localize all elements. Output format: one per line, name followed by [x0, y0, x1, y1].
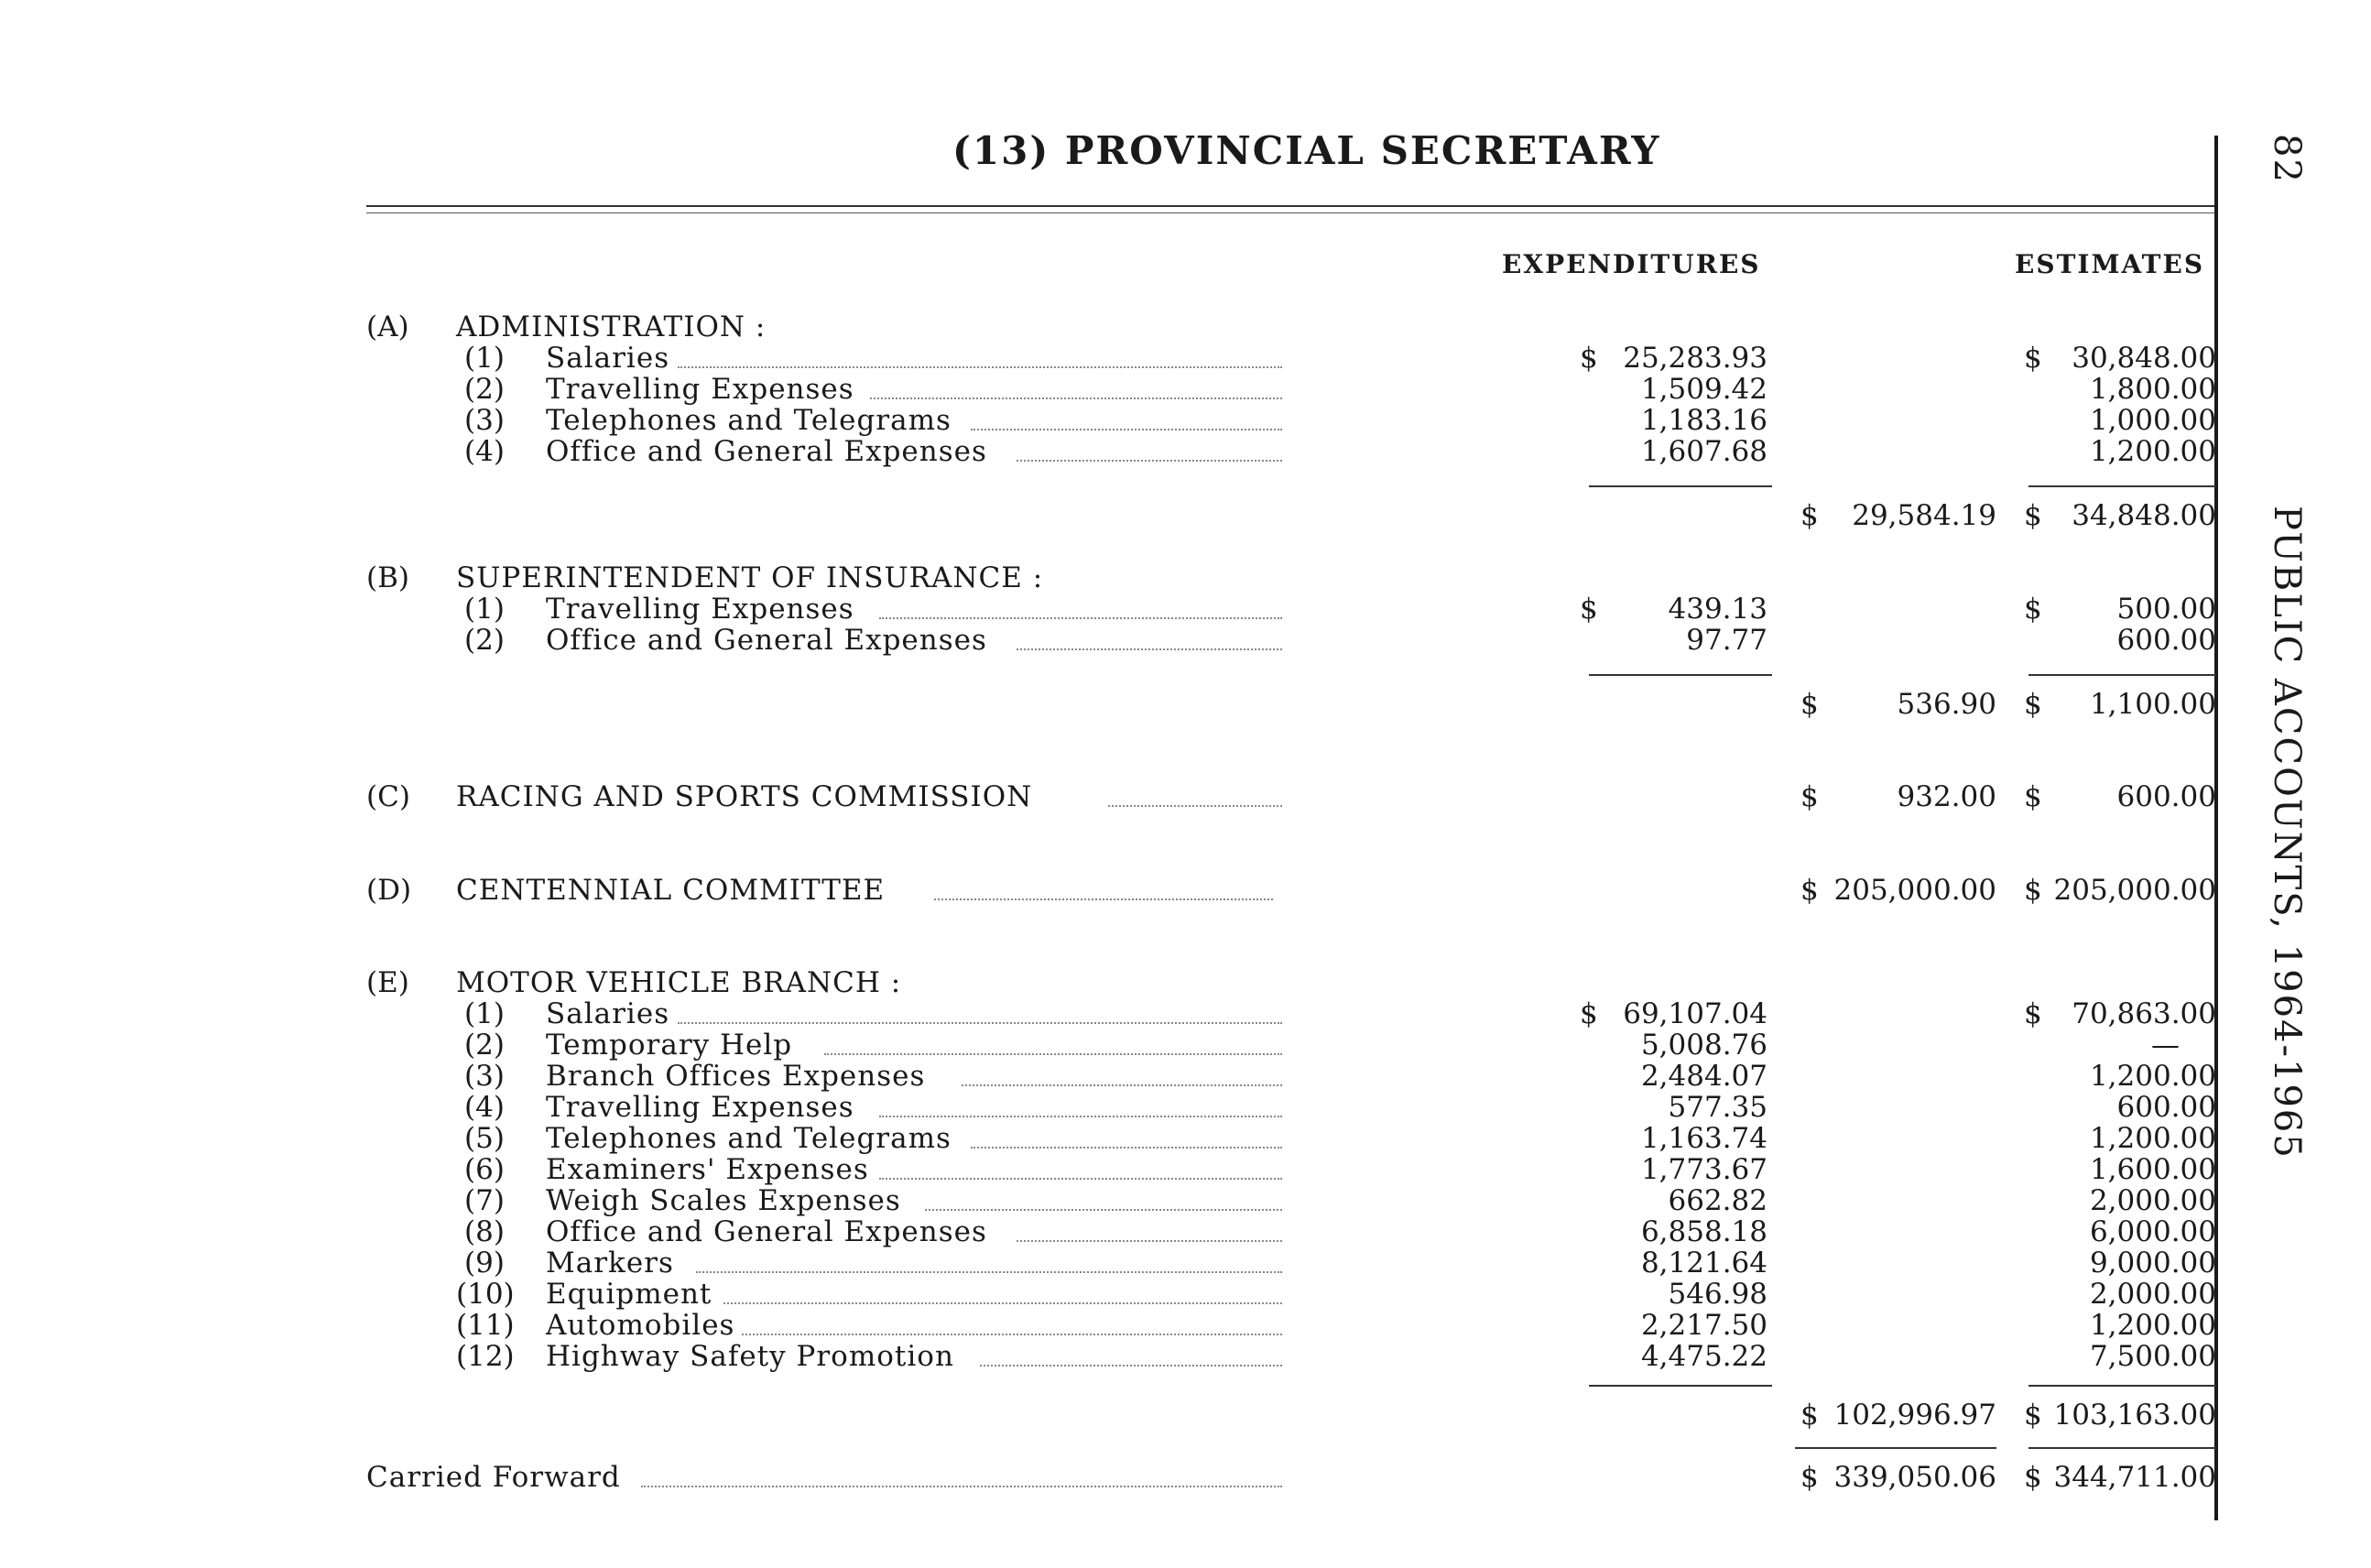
table-row — [0, 1123, 2216, 1154]
section-a-heading — [0, 311, 2216, 343]
dot-leader — [971, 429, 1282, 430]
dollar-sign: $ — [2024, 1399, 2042, 1432]
expenditure-value: 2,217.50 — [1640, 1309, 1767, 1342]
header-rule-bottom — [366, 212, 2218, 213]
expenditure-value: 69,107.04 — [1623, 997, 1767, 1030]
item-label: Telephones and Telegrams — [546, 404, 952, 437]
dollar-sign: $ — [1800, 499, 1819, 532]
estimate-value: 1,200.00 — [2089, 1060, 2216, 1093]
estimate-value: 6,000.00 — [2089, 1215, 2216, 1248]
estimate-value: 7,500.00 — [2089, 1340, 2216, 1373]
section-d-heading — [0, 875, 2216, 906]
expenditure-value: 5,008.76 — [1640, 1029, 1767, 1062]
section-title: RACING AND SPORTS COMMISSION — [456, 780, 1033, 813]
dollar-sign: $ — [2024, 593, 2042, 626]
total-estimate: 205,000.00 — [2053, 874, 2216, 907]
table-row — [0, 1216, 2216, 1247]
item-label: Travelling Expenses — [546, 1091, 854, 1124]
dollar-sign: $ — [1800, 874, 1819, 907]
section-c-heading — [0, 781, 2216, 812]
item-number: (12) — [456, 1340, 515, 1373]
dot-leader — [1017, 460, 1282, 462]
table-row — [0, 998, 2216, 1029]
total-estimate: 103,163.00 — [2053, 1399, 2216, 1432]
total-estimate: 34,848.00 — [2072, 499, 2216, 532]
dollar-sign: $ — [1580, 342, 1598, 375]
item-label: Salaries — [546, 997, 670, 1030]
total-estimate: 600.00 — [2116, 780, 2216, 813]
expenditure-value: 6,858.18 — [1640, 1215, 1767, 1248]
subtotal-rule — [2028, 674, 2216, 676]
dot-leader — [678, 366, 1282, 368]
item-number: (1) — [464, 342, 505, 375]
total-expenditure: 29,584.19 — [1852, 499, 1996, 532]
table-row — [0, 1341, 2216, 1372]
item-number: (7) — [464, 1184, 505, 1217]
estimate-value: 2,000.00 — [2089, 1184, 2216, 1217]
dollar-sign: $ — [1800, 1399, 1819, 1432]
item-number: (3) — [464, 404, 505, 437]
item-number: (2) — [464, 1029, 505, 1062]
item-label: Telephones and Telegrams — [546, 1122, 952, 1155]
table-row — [0, 1061, 2216, 1092]
item-number: (1) — [464, 997, 505, 1030]
estimate-value: 9,000.00 — [2089, 1247, 2216, 1279]
expenditure-value: 97.77 — [1686, 624, 1767, 657]
carried-forward-label: Carried Forward — [366, 1461, 621, 1494]
total-expenditure: 536.90 — [1897, 688, 1996, 721]
expenditure-value: 662.82 — [1668, 1184, 1767, 1217]
dollar-sign: $ — [2024, 874, 2042, 907]
subtotal-rule — [1589, 1385, 1772, 1387]
dot-leader — [1017, 1240, 1282, 1242]
carried-forward-expenditure: 339,050.06 — [1833, 1461, 1996, 1494]
estimate-value: 1,200.00 — [2089, 1122, 2216, 1155]
section-letter: (B) — [366, 561, 409, 594]
estimate-value: 1,600.00 — [2089, 1153, 2216, 1186]
dollar-sign: $ — [1800, 1461, 1819, 1494]
section-letter: (A) — [366, 310, 409, 343]
section-e-total — [0, 1399, 2216, 1431]
table-row — [0, 1279, 2216, 1310]
item-label: Temporary Help — [546, 1029, 793, 1062]
dot-leader — [678, 1022, 1282, 1024]
section-title: CENTENNIAL COMMITTEE — [456, 874, 886, 907]
item-number: (1) — [464, 593, 505, 626]
item-label: Office and General Expenses — [546, 624, 987, 657]
running-head: PUBLIC ACCOUNTS, 1964-1965 — [2266, 506, 2308, 1160]
item-number: (5) — [464, 1122, 505, 1155]
section-letter: (D) — [366, 874, 412, 907]
table-row — [0, 1092, 2216, 1123]
dot-leader — [980, 1365, 1282, 1367]
dollar-sign: $ — [1580, 593, 1598, 626]
estimate-value: 1,200.00 — [2089, 1309, 2216, 1342]
dot-leader — [1108, 805, 1282, 807]
expenditure-value: 1,183.16 — [1640, 404, 1767, 437]
header-rule-top — [366, 205, 2218, 207]
dot-leader — [1017, 648, 1282, 650]
estimate-value: 70,863.00 — [2072, 997, 2216, 1030]
page-title: (13) PROVINCIAL SECRETARY — [952, 128, 1661, 173]
expenditure-value: 2,484.07 — [1640, 1060, 1767, 1093]
item-number: (4) — [464, 435, 505, 468]
item-number: (8) — [464, 1215, 505, 1248]
dollar-sign: $ — [2024, 780, 2042, 813]
dot-leader — [925, 1209, 1282, 1211]
dollar-sign: $ — [1800, 780, 1819, 813]
item-label: Branch Offices Expenses — [546, 1060, 926, 1093]
item-label: Markers — [546, 1247, 674, 1279]
estimate-value: 1,800.00 — [2089, 373, 2216, 406]
total-expenditure: 205,000.00 — [1833, 874, 1996, 907]
item-number: (2) — [464, 373, 505, 406]
expenditure-value: 25,283.93 — [1623, 342, 1767, 375]
expenditure-value: 546.98 — [1668, 1278, 1767, 1311]
subtotal-rule — [1589, 674, 1772, 676]
section-e-heading — [0, 967, 2216, 998]
section-title: ADMINISTRATION : — [456, 310, 767, 343]
expenditure-value: 1,163.74 — [1640, 1122, 1767, 1155]
table-row — [0, 343, 2216, 374]
item-number: (2) — [464, 624, 505, 657]
section-letter: (C) — [366, 780, 410, 813]
expenditure-value: 1,607.68 — [1640, 435, 1767, 468]
expenditure-value: 577.35 — [1668, 1091, 1767, 1124]
item-label: Travelling Expenses — [546, 373, 854, 406]
section-letter: (E) — [366, 966, 409, 999]
dot-leader — [879, 1178, 1282, 1180]
table-row — [0, 374, 2216, 405]
section-title: SUPERINTENDENT OF INSURANCE : — [456, 561, 1044, 594]
item-label: Weigh Scales Expenses — [546, 1184, 901, 1217]
estimate-value: 600.00 — [2116, 1091, 2216, 1124]
section-b-total — [0, 689, 2216, 720]
table-row — [0, 1029, 2216, 1061]
item-label: Automobiles — [546, 1309, 735, 1342]
dollar-sign: $ — [2024, 342, 2042, 375]
dot-leader — [696, 1271, 1282, 1273]
dollar-sign: $ — [2024, 688, 2042, 721]
dot-leader — [962, 1084, 1282, 1086]
item-label: Travelling Expenses — [546, 593, 854, 626]
table-row — [0, 625, 2216, 656]
table-row — [0, 1310, 2216, 1341]
estimate-value: 2,000.00 — [2089, 1278, 2216, 1311]
table-row — [0, 1185, 2216, 1216]
expenditure-value: 1,773.67 — [1640, 1153, 1767, 1186]
dot-leader — [870, 397, 1282, 399]
item-number: (11) — [456, 1309, 515, 1342]
dollar-sign: $ — [1580, 997, 1598, 1030]
expenditure-value: 8,121.64 — [1640, 1247, 1767, 1279]
total-expenditure: 102,996.97 — [1833, 1399, 1996, 1432]
dot-leader — [824, 1053, 1282, 1055]
dollar-sign: $ — [1800, 688, 1819, 721]
dot-leader — [879, 617, 1282, 619]
estimate-value: 600.00 — [2116, 624, 2216, 657]
grand-total-rule — [1795, 1447, 1996, 1449]
item-label: Highway Safety Promotion — [546, 1340, 954, 1373]
dollar-sign: $ — [2024, 1461, 2042, 1494]
dot-leader — [723, 1302, 1282, 1304]
dot-leader — [879, 1116, 1282, 1117]
table-row — [0, 1154, 2216, 1185]
item-label: Equipment — [546, 1278, 712, 1311]
expenditure-value: 1,509.42 — [1640, 373, 1767, 406]
section-title: MOTOR VEHICLE BRANCH : — [456, 966, 902, 999]
dollar-sign: $ — [2024, 499, 2042, 532]
subtotal-rule — [2028, 1385, 2216, 1387]
item-number: (9) — [464, 1247, 505, 1279]
item-label: Office and General Expenses — [546, 1215, 987, 1248]
total-expenditure: 932.00 — [1897, 780, 1996, 813]
estimate-value: 500.00 — [2116, 593, 2216, 626]
estimate-value: 1,200.00 — [2089, 435, 2216, 468]
dot-leader — [934, 898, 1273, 900]
section-b-heading — [0, 562, 2216, 593]
dot-leader — [742, 1334, 1282, 1335]
item-number: (4) — [464, 1091, 505, 1124]
section-a-total — [0, 500, 2216, 531]
item-label: Salaries — [546, 342, 670, 375]
table-row — [0, 593, 2216, 625]
page-number: 82 — [2266, 134, 2308, 184]
subtotal-rule — [1589, 485, 1772, 487]
table-row — [0, 1247, 2216, 1279]
expenditure-value: 439.13 — [1668, 593, 1767, 626]
estimate-value: — — [2151, 1029, 2180, 1062]
table-row — [0, 436, 2216, 467]
total-estimate: 1,100.00 — [2089, 688, 2216, 721]
estimate-value: 1,000.00 — [2089, 404, 2216, 437]
estimate-value: 30,848.00 — [2072, 342, 2216, 375]
grand-total-rule — [2028, 1447, 2216, 1449]
carried-forward-estimate: 344,711.00 — [2053, 1461, 2216, 1494]
dot-leader — [641, 1486, 1282, 1487]
dot-leader — [971, 1147, 1282, 1149]
dollar-sign: $ — [2024, 997, 2042, 1030]
column-heading-expenditures: EXPENDITURES — [1502, 249, 1761, 279]
item-label: Examiners' Expenses — [546, 1153, 869, 1186]
item-number: (6) — [464, 1153, 505, 1186]
table-row — [0, 405, 2216, 436]
column-heading-estimates: ESTIMATES — [2015, 249, 2205, 279]
subtotal-rule — [2028, 485, 2216, 487]
item-label: Office and General Expenses — [546, 435, 987, 468]
item-number: (3) — [464, 1060, 505, 1093]
expenditure-value: 4,475.22 — [1640, 1340, 1767, 1373]
item-number: (10) — [456, 1278, 515, 1311]
carried-forward-row — [0, 1462, 2216, 1493]
